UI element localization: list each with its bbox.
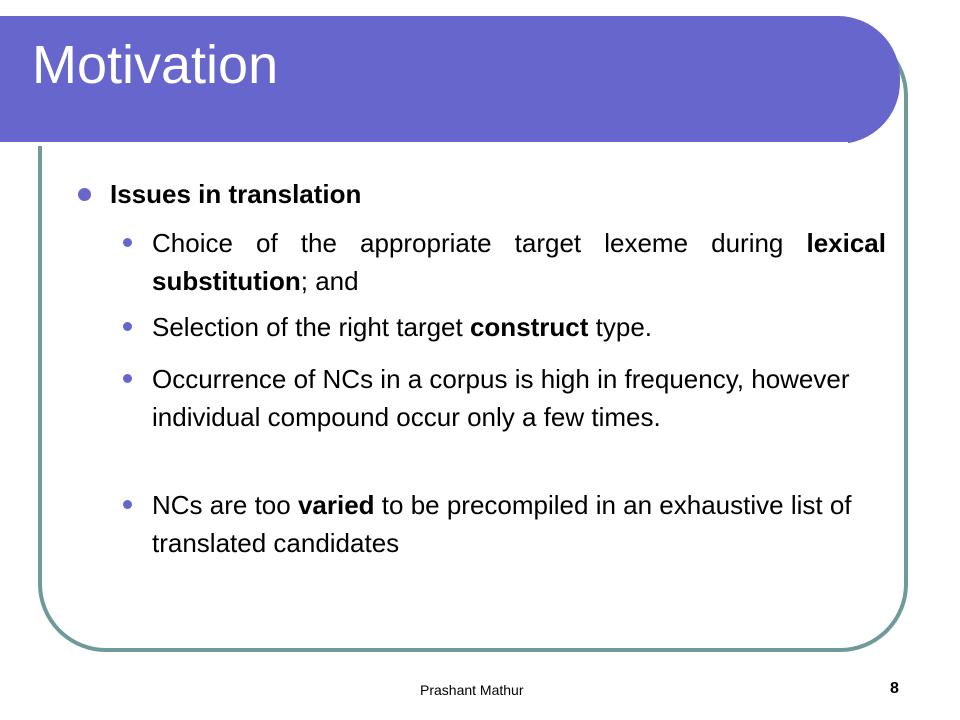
sub-bullet-icon	[123, 374, 132, 383]
bullet-item-4	[152, 486, 886, 562]
sub-bullet-icon	[123, 322, 132, 331]
bullet-item-3	[152, 360, 886, 436]
bullet-4-bold: varied	[297, 490, 375, 520]
bullet-item-2	[152, 308, 886, 346]
bullet-1-text: Choice of the appropriate target lexeme during	[152, 228, 807, 258]
section-heading: Issues in translation	[110, 179, 362, 209]
bullet-icon	[78, 188, 91, 201]
bullet-3-text: Occurrence of NCs in a corpus is high in frequency, however individual compound occur only a few times.	[152, 364, 850, 432]
sub-bullet-icon	[123, 238, 132, 247]
sub-bullet-icon	[123, 500, 132, 509]
bullet-1-text-end: ; and	[300, 266, 359, 296]
bullet-4-text: NCs are too	[152, 490, 298, 520]
footer-author: Prashant Mathur	[420, 682, 524, 698]
page-number: 8	[890, 680, 899, 697]
bullet-2-text: Selection of the right target	[152, 312, 470, 342]
bullet-4-text-end: to be precompiled in an exhaustive list of translated candidates	[152, 490, 852, 558]
bullet-1-bold: lexical substitution	[152, 228, 886, 296]
bullet-item-1	[152, 224, 886, 300]
slide-title: Motivation	[32, 35, 279, 95]
bullet-2-text-end: type.	[588, 312, 653, 342]
bullet-2-bold: construct	[469, 312, 589, 342]
